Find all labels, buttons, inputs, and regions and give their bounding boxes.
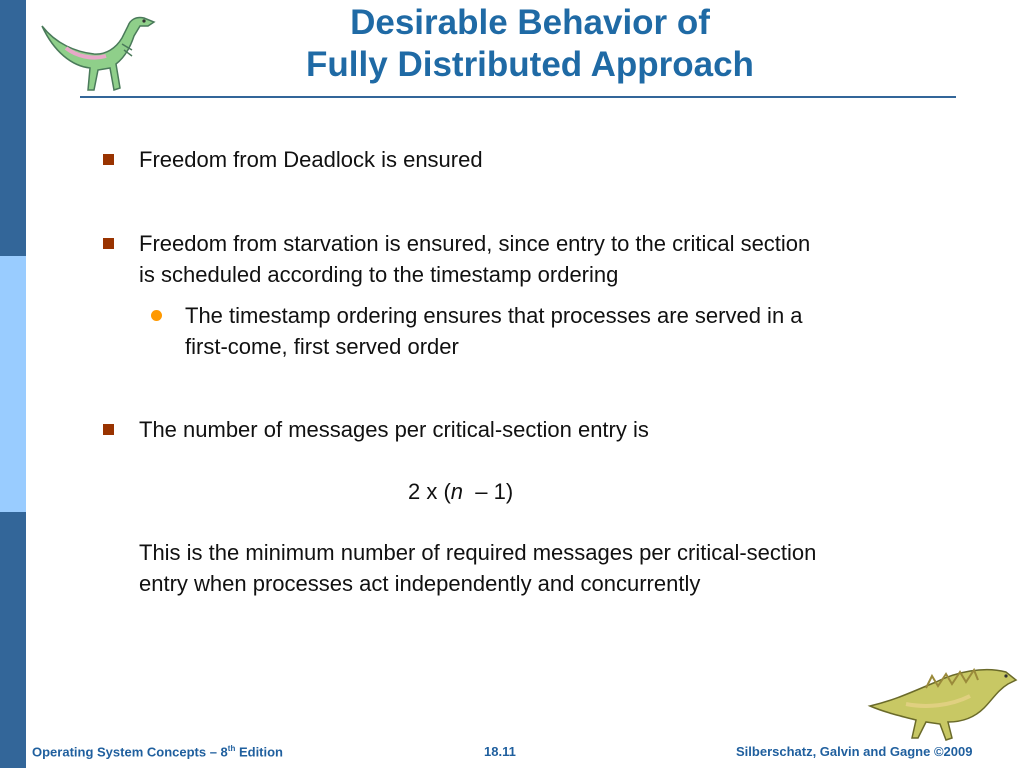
footer-book-title xyxy=(32,744,283,759)
bullet-2-text-line-1: Freedom from starvation is ensured, since entry to the critical section xyxy=(139,231,811,256)
sidebar-segment-top xyxy=(0,0,26,256)
dinosaur-icon xyxy=(36,4,160,96)
bullet-3-note-line-1: This is the minimum number of required messages per critical-section xyxy=(139,540,817,565)
footer-book-title-prefix: Operating System Concepts – 8 xyxy=(32,744,228,760)
dinosaur-icon xyxy=(866,660,1018,742)
sub-bullet-text-line-1: The timestamp ordering ensures that processes are served in a xyxy=(185,303,803,328)
round-bullet-icon xyxy=(151,310,162,321)
footer-book-title-suffix: Edition xyxy=(235,744,284,760)
sidebar-segment-bottom xyxy=(0,512,26,768)
sub-bullet-text-line-2: first-come, first served order xyxy=(185,334,459,359)
message-count-formula xyxy=(408,476,513,507)
square-bullet-icon xyxy=(103,154,114,165)
slide-title-line-2: Fully Distributed Approach xyxy=(306,45,754,84)
footer-authors: Silberschatz, Galvin and Gagne ©2009 xyxy=(736,744,973,759)
slide-title-line-1: Desirable Behavior of xyxy=(350,3,710,42)
bullet-3-note-line-2: entry when processes act independently and concurrently xyxy=(139,571,701,596)
left-sidebar-bar xyxy=(0,0,26,768)
square-bullet-icon xyxy=(103,424,114,435)
slide-number: 18.11 xyxy=(484,744,516,759)
formula-suffix: – 1) xyxy=(475,479,514,504)
bullet-2-text-line-2: is scheduled according to the timestamp ordering xyxy=(139,262,619,287)
title-underline xyxy=(80,96,956,98)
sidebar-segment-middle xyxy=(0,256,26,512)
footer-edition-superscript: th xyxy=(227,744,236,753)
slide-title xyxy=(170,2,890,86)
formula-prefix: 2 x ( xyxy=(408,479,451,504)
square-bullet-icon xyxy=(103,238,114,249)
bullet-1-text: Freedom from Deadlock is ensured xyxy=(139,147,483,172)
formula-variable: n xyxy=(450,479,464,504)
bullet-3-text: The number of messages per critical-section entry is xyxy=(139,417,649,442)
